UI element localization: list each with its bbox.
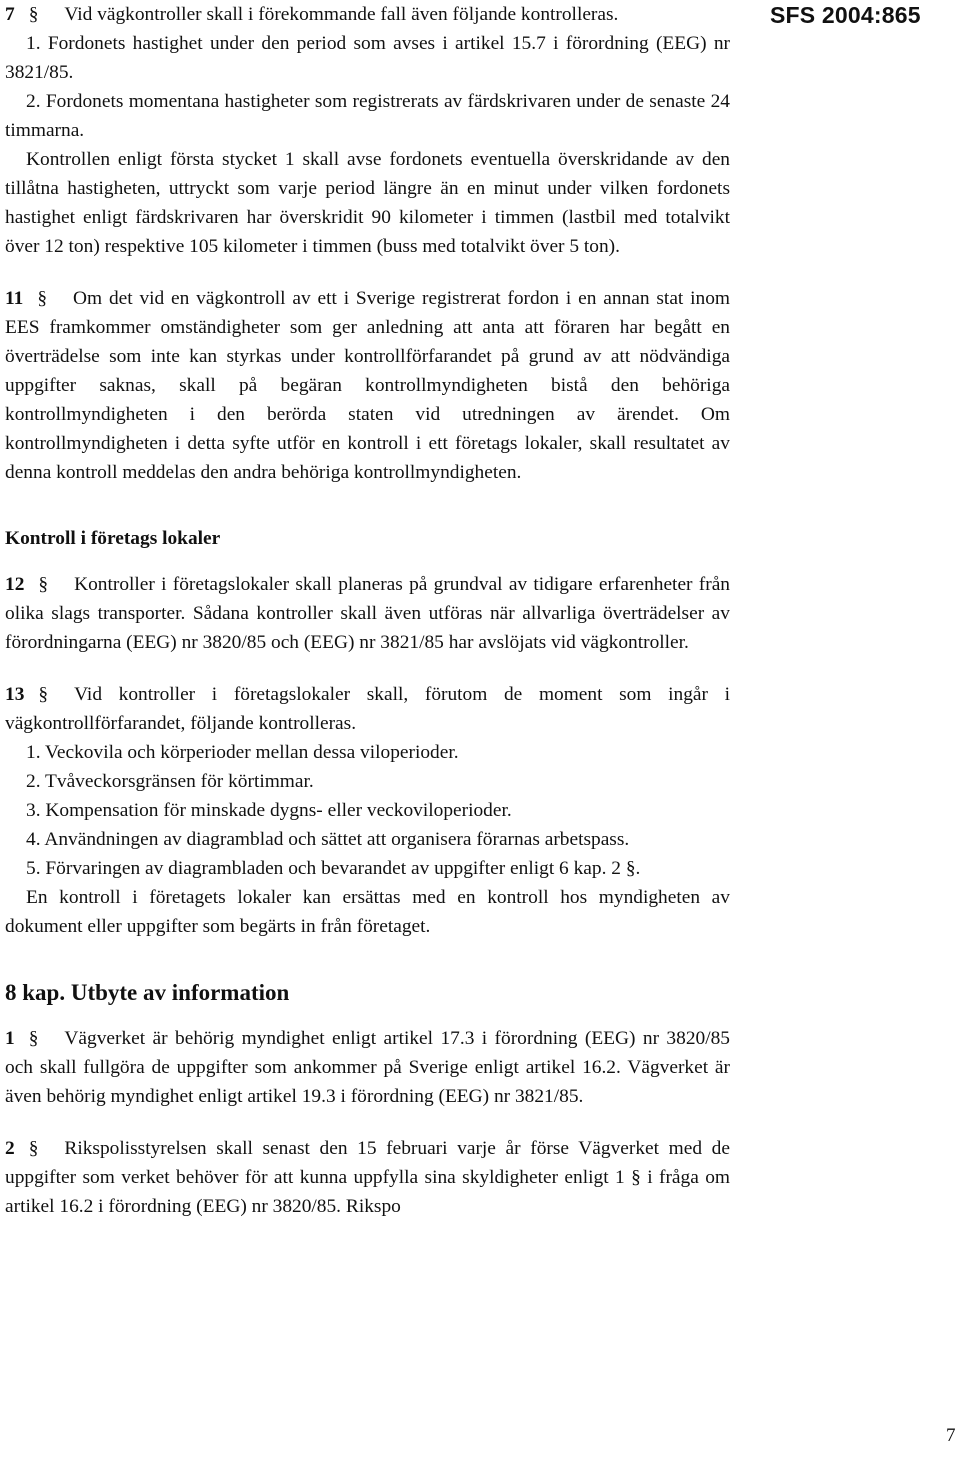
section-13-note: En kontroll i företagets lokaler kan ersättas med en kontroll hos myndigheten av dokument eller uppgifter som begärts in från företaget. bbox=[5, 887, 730, 937]
section-text: Om det vid en vägkontroll av ett i Sverige registrerat fordon i en annan stat inom EES framkommer omständigheter som ger anledning att anta att föraren har begått en överträdelse som inte kan styrkas under kontrollförfarandet på grund av att nödvändiga uppgifter saknas, skall på begäran kontrollmyndigheten bistå den behöriga kontrollmyndigheten i den berörda staten vid utredningen av ärendet. Om kontrollmyndigheten i detta syfte utför en kontroll i ett företags lokaler, skall resultatet av denna kontroll meddelas den andra behöriga kontrollmyndigheten. bbox=[5, 288, 730, 483]
section-number: 13 bbox=[5, 684, 25, 705]
section-12-text bbox=[5, 570, 730, 657]
chapter-8-section-2 bbox=[5, 1134, 730, 1221]
section-text: Vägverket är behörig myndighet enligt artikel 17.3 i förordning (EEG) nr 3820/85 och skall fullgöra de uppgifter som ankommer på Sverige enligt artikel 16.2. Vägverket är även behörig myndighet enligt artikel 19.3 i förordning (EEG) nr 3821/85. bbox=[5, 1028, 730, 1107]
section-13 bbox=[5, 680, 730, 941]
section-12 bbox=[5, 570, 730, 657]
paragraph-sign: § bbox=[28, 1028, 39, 1049]
section-7-note: Kontrollen enligt första stycket 1 skall avse fordonets eventuella överskridande av den tillåtna hastigheten, uttryckt som varje period längre än en minut under vilken fordonets hastighet enligt färdskrivaren har överskridit 90 kilometer i timmen (lastbil med totalvikt över 12 ton) respektive 105 kilometer i timmen (buss med totalvikt över 5 ton). bbox=[5, 149, 730, 257]
section-number: 2 bbox=[5, 1138, 15, 1159]
paragraph-sign: § bbox=[38, 684, 49, 705]
paragraph-sign: § bbox=[28, 1138, 39, 1159]
sfs-number: SFS 2004:865 bbox=[770, 2, 921, 28]
chapter-8-title: 8 kap. Utbyte av information bbox=[5, 980, 290, 1005]
list-item: 1. Veckovila och körperioder mellan dessa viloperioder. bbox=[26, 742, 459, 763]
chapter-8-section-2-text bbox=[5, 1134, 730, 1221]
section-text: Vid kontroller i företagslokaler skall, förutom de moment som ingår i vägkontrollförfarandet, följande kontrolleras. bbox=[5, 684, 730, 734]
list-item: 5. Förvaringen av diagrambladen och bevarandet av uppgifter enligt 6 kap. 2 §. bbox=[26, 858, 641, 879]
list-item: 2. Fordonets momentana hastigheter som registrerats av färdskrivaren under de senaste 24 timmarna. bbox=[5, 91, 730, 141]
chapter-8-section-1-text bbox=[5, 1024, 730, 1111]
section-number: 7 bbox=[5, 4, 15, 25]
section-13-intro bbox=[5, 680, 730, 738]
section-7-intro bbox=[5, 0, 730, 29]
paragraph-sign: § bbox=[37, 288, 48, 309]
section-11-text bbox=[5, 284, 730, 487]
list-item: 2. Tvåveckorsgränsen för körtimmar. bbox=[26, 771, 314, 792]
document-body bbox=[5, 0, 730, 1221]
paragraph-sign: § bbox=[38, 574, 49, 595]
page-number: 7 bbox=[946, 1425, 956, 1446]
section-11 bbox=[5, 284, 730, 487]
section-text: Rikspolisstyrelsen skall senast den 15 februari varje år förse Vägverket med de uppgifter som verket behöver för att kunna uppfylla sina skyldigheter enligt 1 § i fråga om artikel 16.2 i förordning (EEG) nr 3820/85. Rikspo bbox=[5, 1138, 730, 1217]
list-item: 1. Fordonets hastighet under den period som avses i artikel 15.7 i förordning (EEG) nr 3821/85. bbox=[5, 33, 730, 83]
chapter-8-section-1 bbox=[5, 1024, 730, 1111]
list-item: 3. Kompensation för minskade dygns- eller veckoviloperioder. bbox=[26, 800, 512, 821]
list-item: 4. Användningen av diagramblad och sättet att organisera förarnas arbetspass. bbox=[26, 829, 630, 850]
section-text: Vid vägkontroller skall i förekommande fall även följande kontrolleras. bbox=[64, 4, 619, 25]
section-number: 11 bbox=[5, 288, 24, 309]
section-number: 12 bbox=[5, 574, 25, 595]
section-text: Kontroller i företagslokaler skall planeras på grundval av tidigare erfarenheter från olika slags transporter. Sådana kontroller skall även utföras när allvarliga överträdelser av förordningarna (EEG) nr 3820/85 och (EEG) nr 3821/85 har avslöjats vid vägkontroller. bbox=[5, 574, 730, 653]
heading-company-inspection: Kontroll i företags lokaler bbox=[5, 528, 221, 549]
section-number: 1 bbox=[5, 1028, 15, 1049]
section-7 bbox=[5, 0, 730, 261]
paragraph-sign: § bbox=[28, 4, 39, 25]
